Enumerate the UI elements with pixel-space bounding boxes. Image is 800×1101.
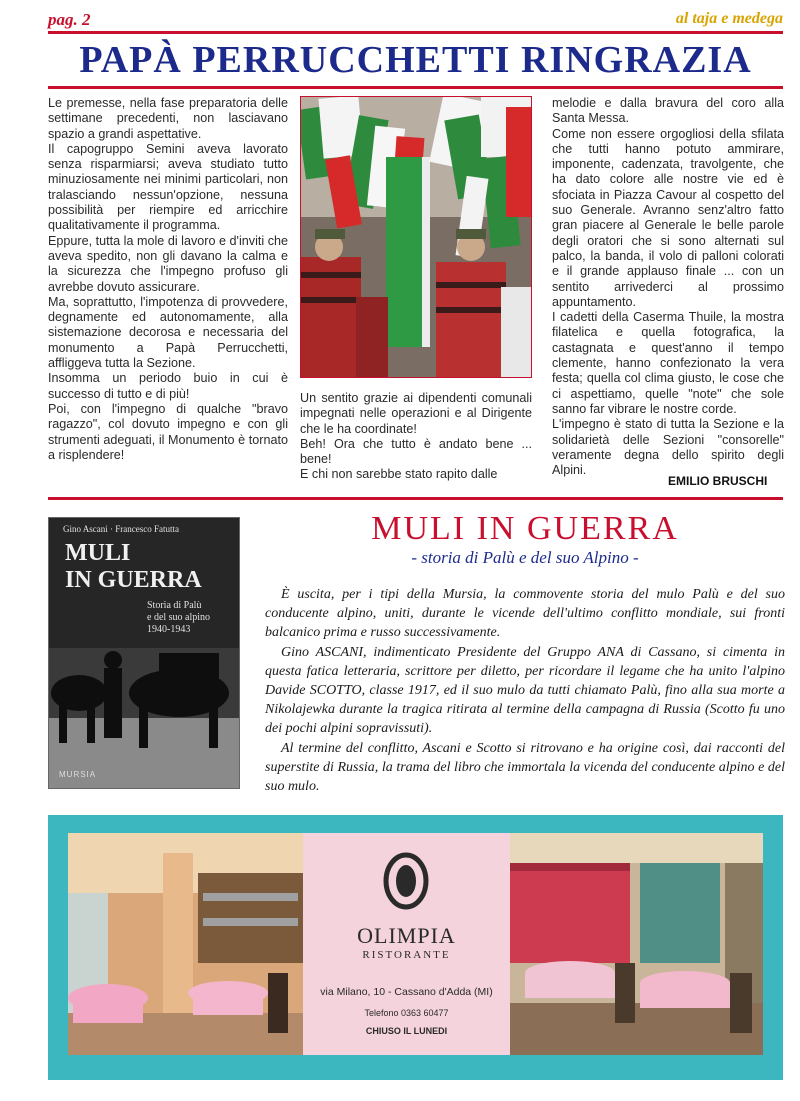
paragraph: Beh! Ora che tutto è andato bene ... bene!: [300, 436, 532, 467]
book-cover-subtitle-line: 1940-1943: [147, 624, 191, 635]
olimpia-logo-icon: [303, 833, 510, 923]
paragraph: Al termine del conflitto, Ascani e Scotto si ritrovano e ha origine così, dai racconti del superstite di Russia, la trama del libro che immortala la vicenda del conducente alpino e del suo mulo.: [265, 740, 785, 795]
book-cover-subtitle: [147, 600, 210, 636]
book-cover-title-line: MULI: [65, 540, 131, 566]
header-rule: [48, 31, 783, 34]
paragraph: I cadetti della Caserma Thuile, la mostra filatelica e quella fotografica, la castagnata e quest'anno il tempo clemente, hanno confezionato la vera festa; quella col clima giusto, le cose che ci aspettiamo, quelle "note" che sole sanno far vibrare le nostre corde.: [552, 310, 784, 416]
paragraph: Le premesse, nella fase preparatoria delle settimane precedenti, non lasciavano spazio a grandi aspettative.: [48, 96, 288, 141]
article-column-3: [552, 96, 784, 478]
book-cover-title: [65, 540, 202, 594]
paragraph: Eppure, tutta la mole di lavoro e d'inviti che aveva spedito, non gli davano la calma e la sicurezza che l'impegno profuso gli avrebbe dovuto assicurare.: [48, 233, 288, 294]
restaurant-phone: Telefono 0363 60477: [364, 1008, 449, 1018]
book-cover: [48, 517, 240, 789]
title-rule: [48, 86, 783, 89]
section-rule: [48, 497, 783, 500]
author-signature: EMILIO BRUSCHI: [668, 474, 768, 488]
restaurant-name: OLIMPIA: [357, 923, 456, 948]
book-authors: Gino Ascani · Francesco Fatutta: [63, 524, 179, 534]
article-column-2: [300, 391, 532, 483]
parade-photo: [300, 96, 532, 378]
book-article-body: [265, 585, 785, 796]
restaurant-info-panel: [303, 833, 510, 1055]
book-article-title: MULI IN GUERRA: [371, 510, 679, 547]
paragraph: Poi, con l'impegno di qualche "bravo ragazzo", col dovuto impegno e con gli strumenti adeguati, il Monumento è tornato a risplendere!: [48, 401, 288, 462]
book-article-subtitle: - storia di Palù e del suo Alpino -: [411, 548, 639, 567]
restaurant-interior-photo-left: [68, 833, 303, 1055]
paragraph: Insomma un periodo buio in cui è successo di tutto e di più!: [48, 371, 288, 401]
paragraph: È uscita, per i tipi della Mursia, la commovente storia del mulo Palù e del suo conducente alpino, uniti, durante le vicende dell'ultimo conflitto mondiale, sui fronti balcanico prima e russo successivamente.: [265, 587, 785, 641]
paragraph: Il capogruppo Semini aveva lavorato senza risparmiarsi; aveva studiato tutto minuziosamente nei minimi particolari, non tralasciando nessun'opzione, nessuna possibilità per riempire ed arricchire qualitativamente il programma.: [48, 141, 288, 233]
book-cover-subtitle-line: e del suo alpino: [147, 612, 211, 623]
restaurant-closing-day: CHIUSO IL LUNEDI: [365, 1026, 448, 1036]
paragraph: Un sentito grazie ai dipendenti comunali impegnati nelle operazioni e al Dirigente che le ha coordinate!: [300, 391, 532, 436]
restaurant-dining-image: [510, 833, 763, 1055]
paragraph: E chi non sarebbe stato rapito dalle: [300, 467, 498, 482]
restaurant-advertisement: [48, 815, 783, 1080]
restaurant-address: via Milano, 10 - Cassano d'Adda (MI): [320, 986, 493, 998]
paragraph: Come non essere orgogliosi della sfilata che tutti hanno potuto ammirare, imponente, cadenzata, travolgente, che ha dato colore alle nostre vie ed è sfociata in Piazza Cavour al cospetto del suo Generale. Avranno senz'altro fatto gran piacere al Generale le belle parole degli oratori che si sono alternati sul palco, la banda, il volo di palloni colorati e il grande applauso finale ... con un sentito arrivederci al prossimo appuntamento.: [552, 126, 784, 309]
publication-name: al taja e medega: [675, 10, 783, 27]
book-cover-title-line: IN GUERRA: [65, 567, 202, 593]
page-header: [48, 10, 783, 30]
restaurant-interior-image: [68, 833, 303, 1055]
page-number: pag. 2: [48, 10, 91, 29]
paragraph: Gino ASCANI, indimenticato Presidente del Gruppo ANA di Cassano, si cimenta in questa fatica letteraria, scrittore per diletto, per ricordare il legame che ha unito l'alpino Davide SCOTTO, classe 1917, ed il suo mulo da tutti chiamato Palù, fino alla sua morte a Nikolajewka durante la tragica ritirata al termine della campagna di Russia (Scotto fu uno dei pochi alpini sopravissuti).: [265, 644, 785, 737]
restaurant-tagline: RISTORANTE: [362, 949, 451, 961]
article-column-1: [48, 96, 288, 463]
paragraph: Ma, soprattutto, l'impotenza di provvedere, degnamente ed autonomamente, alla sistemazione decorosa e necessaria del monumento a Papà Perrucchetti, affliggeva tutta la Sezione.: [48, 294, 288, 371]
restaurant-interior-photo-right: [510, 833, 763, 1055]
book-publisher: MURSIA: [59, 770, 97, 779]
paragraph: melodie e dalla bravura del coro alla Santa Messa.: [552, 96, 784, 126]
paragraph: L'impegno è stato di tutta la Sezione e la solidarietà delle Sezioni "consorelle" veramente degna dello spirito degli Alpini.: [552, 417, 784, 478]
book-cover-subtitle-line: Storia di Palù: [147, 600, 202, 611]
parade-image: [301, 97, 531, 377]
article-title: PAPÀ PERRUCCHETTI RINGRAZIA: [79, 39, 752, 81]
